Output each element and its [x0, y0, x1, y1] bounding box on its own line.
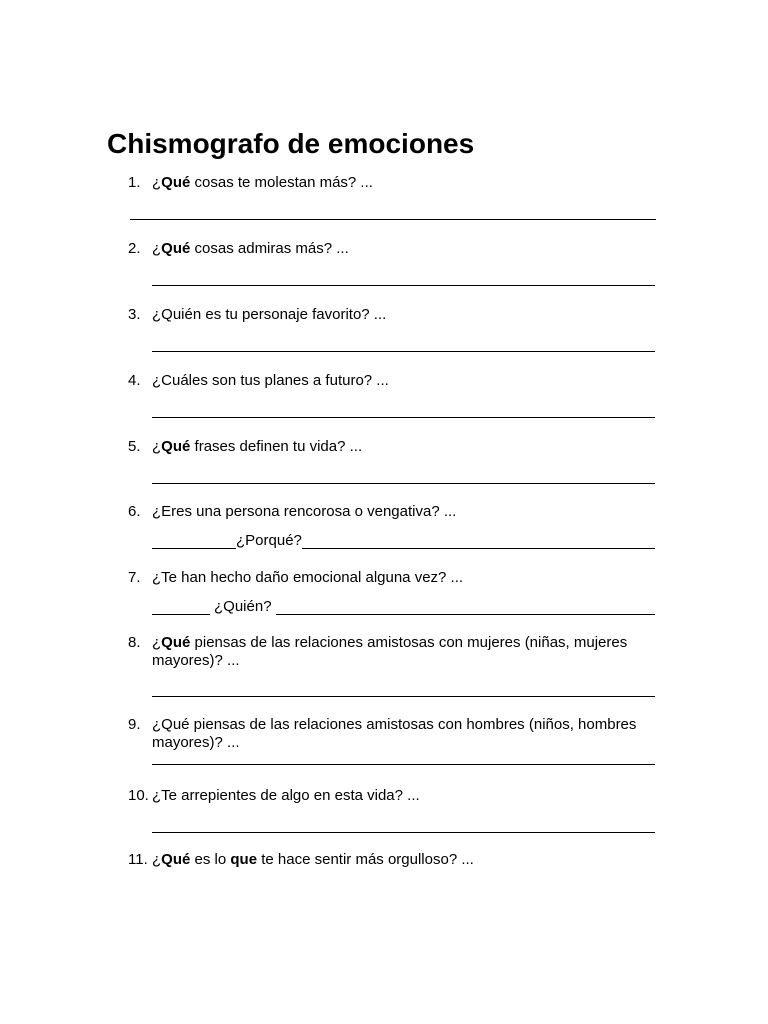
question-text	[152, 306, 662, 324]
question-number: 6.	[128, 503, 141, 520]
question-item	[128, 787, 662, 805]
answer-blank	[152, 680, 655, 697]
answer-blank	[276, 598, 655, 615]
page-title: Chismografo de emociones	[107, 128, 475, 159]
question-text-segment: ¿Quién es tu personaje favorito? ...	[152, 306, 387, 323]
question-text-segment: ¿	[152, 851, 162, 868]
question-text	[152, 787, 662, 805]
question-text-segment: cosas admiras más? ...	[190, 240, 349, 257]
answer-blank	[152, 467, 655, 484]
question-text-segment: es lo	[190, 851, 231, 868]
answer-prompt-label: ¿Quién?	[214, 598, 272, 615]
question-text-segment: Qué	[161, 174, 191, 191]
question-text-segment: ¿Te arrepientes de algo en esta vida? ...	[152, 787, 420, 804]
question-text	[152, 372, 662, 390]
question-text	[152, 851, 662, 869]
answer-blank	[302, 532, 655, 549]
question-text	[152, 503, 662, 521]
question-text-segment: ¿	[152, 634, 162, 651]
answer-blank	[152, 335, 655, 352]
question-text-segment: ¿	[152, 438, 162, 455]
question-number: 11.	[128, 851, 148, 868]
question-number: 9.	[128, 716, 141, 733]
question-item	[128, 372, 662, 390]
answer-line	[152, 816, 655, 834]
question-text-segment: te hace sentir más orgulloso? ...	[257, 851, 474, 868]
question-text	[152, 634, 662, 670]
question-text-segment: Qué	[161, 634, 191, 651]
question-text-segment: ¿Cuáles son tus planes a futuro? ...	[152, 372, 389, 389]
question-number: 3.	[128, 306, 141, 323]
question-item	[128, 240, 662, 258]
question-text-segment: ¿Qué piensas de las relaciones amistosas con hombres (niños, hombres mayores)? ...	[152, 716, 637, 751]
question-item	[128, 716, 662, 752]
question-text-segment: piensas de las relaciones amistosas con mujeres (niñas, mujeres mayores)? ...	[152, 634, 628, 669]
question-item	[128, 503, 662, 521]
answer-blank	[130, 203, 656, 220]
question-item	[128, 306, 662, 324]
question-item	[128, 569, 662, 587]
answer-line	[152, 401, 655, 419]
answer-blank	[152, 401, 655, 418]
question-text	[152, 438, 662, 456]
question-text-segment: cosas te molestan más? ...	[190, 174, 373, 191]
answer-line	[152, 598, 655, 616]
question-number: 5.	[128, 438, 141, 455]
question-number: 1.	[128, 174, 141, 191]
question-number: 4.	[128, 372, 141, 389]
question-text	[152, 716, 662, 752]
question-item	[128, 438, 662, 456]
question-item	[128, 174, 662, 192]
answer-prompt-label: ¿Porqué?	[236, 532, 302, 549]
question-text-segment: ¿Te han hecho daño emocional alguna vez? ...	[152, 569, 464, 586]
question-text	[152, 569, 662, 587]
question-number: 2.	[128, 240, 141, 257]
answer-line	[152, 335, 655, 353]
answer-line	[152, 467, 655, 485]
question-number: 7.	[128, 569, 141, 586]
question-text-segment: Qué	[161, 438, 191, 455]
answer-blank	[152, 269, 655, 286]
question-item	[128, 634, 662, 670]
question-number: 10.	[128, 787, 149, 804]
answer-blank	[152, 532, 236, 549]
question-text-segment: frases definen tu vida? ...	[190, 438, 363, 455]
answer-line	[152, 269, 655, 287]
answer-blank	[152, 598, 210, 615]
answer-line	[130, 203, 656, 221]
question-item	[128, 851, 662, 869]
answer-line	[152, 748, 655, 766]
question-text	[152, 240, 662, 258]
question-text-segment: que	[230, 851, 258, 868]
question-text-segment: ¿	[152, 174, 162, 191]
question-text-segment: ¿Eres una persona rencorosa o vengativa? ...	[152, 503, 457, 520]
question-text	[152, 174, 662, 192]
question-text-segment: ¿	[152, 240, 162, 257]
answer-line	[152, 680, 655, 698]
question-text-segment: Qué	[161, 851, 191, 868]
answer-blank	[152, 816, 655, 833]
answer-line	[152, 532, 655, 550]
answer-blank	[152, 748, 655, 765]
question-text-segment: Qué	[161, 240, 191, 257]
question-number: 8.	[128, 634, 141, 651]
